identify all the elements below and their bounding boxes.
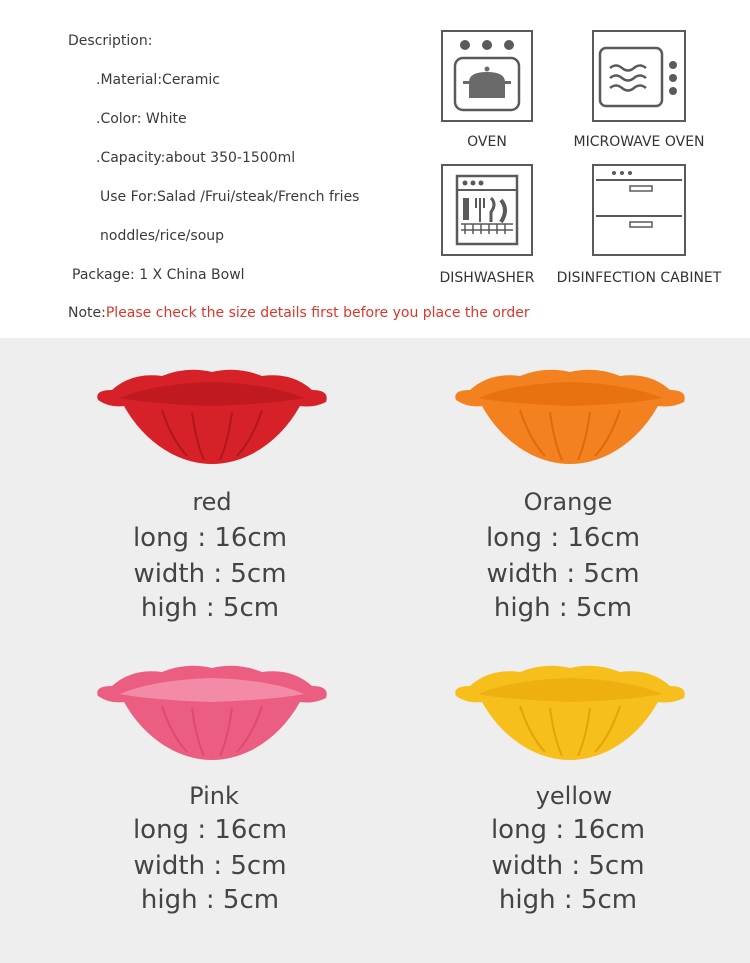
appliance-label-dishwasher: DISHWASHER [439, 270, 535, 286]
product-name-orange: Orange [523, 488, 613, 516]
dimension-long-yellow: long : 16cm [490, 815, 646, 845]
dimension-high-red: high : 5cm [140, 593, 280, 623]
microwave-icon [592, 30, 686, 122]
note-prefix: Note: [68, 305, 106, 321]
description-use-for: Use For:Salad /Frui/steak/French fries [100, 189, 360, 205]
dimension-width-orange: width : 5cm [486, 559, 640, 589]
description-material: .Material:Ceramic [96, 72, 220, 88]
dimension-width-red: width : 5cm [133, 559, 287, 589]
product-name-pink: Pink [189, 782, 239, 810]
dimension-high-yellow: high : 5cm [498, 885, 638, 915]
note-text: Please check the size details first before you place the order [105, 305, 530, 321]
bowl-red-image [92, 360, 332, 472]
disinfection-cabinet-icon [592, 164, 686, 256]
product-name-yellow: yellow [535, 782, 613, 810]
description-title: Description: [68, 33, 153, 49]
dimension-width-pink: width : 5cm [133, 851, 287, 881]
product-name-red: red [192, 488, 232, 516]
appliance-label-disinfection: DISINFECTION CABINET [556, 270, 722, 286]
dimension-long-red: long : 16cm [132, 523, 288, 553]
dimension-width-yellow: width : 5cm [491, 851, 645, 881]
oven-icon [441, 30, 533, 122]
bowl-orange-image [450, 360, 690, 472]
bowl-pink-image [92, 656, 332, 768]
dimension-high-orange: high : 5cm [493, 593, 633, 623]
description-capacity: .Capacity:about 350-1500ml [96, 150, 296, 166]
bowl-yellow-image [450, 656, 690, 768]
dimension-long-orange: long : 16cm [485, 523, 641, 553]
description-use-for-cont: noddles/rice/soup [100, 228, 225, 244]
description-color: .Color: White [96, 111, 187, 127]
appliance-label-microwave: MICROWAVE OVEN [573, 134, 705, 150]
description-package: Package: 1 X China Bowl [72, 267, 245, 283]
order-note [68, 305, 530, 321]
appliance-label-oven: OVEN [467, 134, 507, 150]
dimension-high-pink: high : 5cm [140, 885, 280, 915]
dimension-long-pink: long : 16cm [132, 815, 288, 845]
dishwasher-icon [441, 164, 533, 256]
